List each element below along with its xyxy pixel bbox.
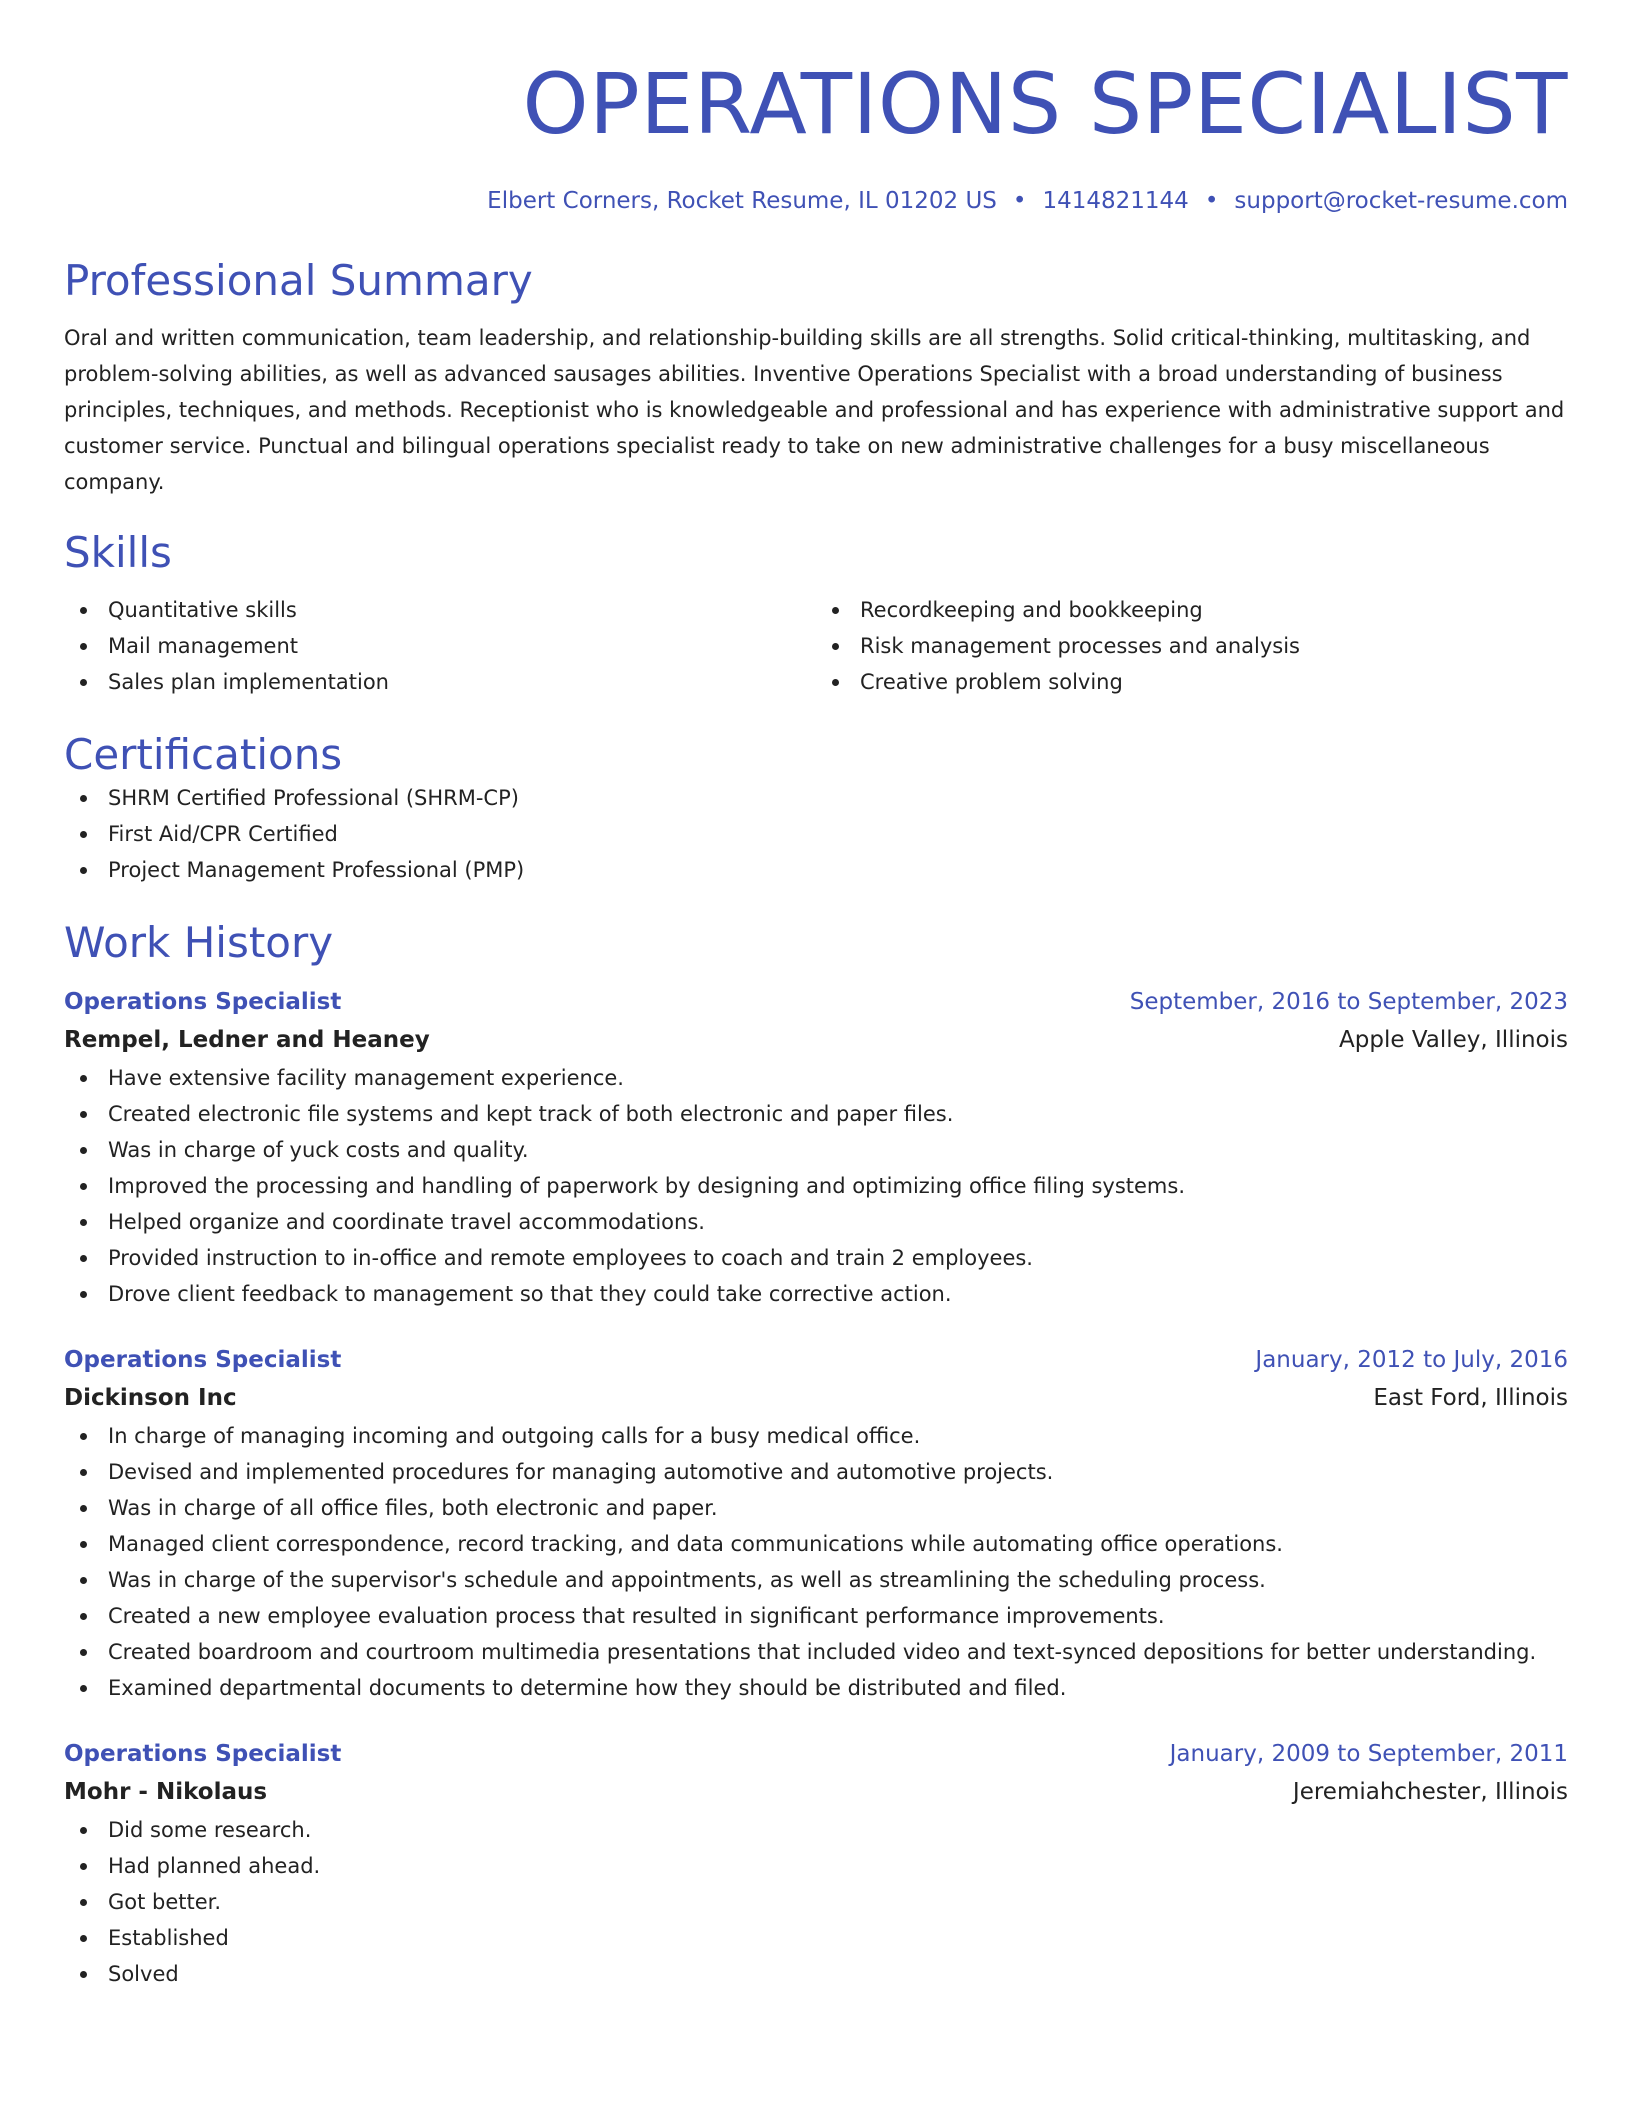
job-title: Operations Specialist bbox=[64, 1741, 342, 1767]
contact-separator: • bbox=[1204, 188, 1219, 214]
job-company: Dickinson Inc bbox=[64, 1385, 237, 1411]
skill-item: Creative problem solving bbox=[816, 664, 1568, 700]
job-bullet: Was in charge of all office files, both electronic and paper. bbox=[64, 1490, 1568, 1526]
job-bullet: Examined departmental documents to determine how they should be distributed and filed. bbox=[64, 1670, 1568, 1706]
certification-item: SHRM Certified Professional (SHRM-CP) bbox=[64, 780, 1568, 816]
contact-phone: 1414821144 bbox=[1042, 188, 1189, 214]
contact-address: Elbert Corners, Rocket Resume, IL 01202 US bbox=[487, 188, 997, 214]
job-location: Apple Valley, Illinois bbox=[1339, 1027, 1568, 1053]
job-bullet: Was in charge of the supervisor's schedule and appointments, as well as streamlining the scheduling process. bbox=[64, 1562, 1568, 1598]
certification-item: First Aid/CPR Certified bbox=[64, 816, 1568, 852]
job-bullet: Did some research. bbox=[64, 1812, 1568, 1848]
job-bullet: Created a new employee evaluation process that resulted in significant performance improvements. bbox=[64, 1598, 1568, 1634]
job-bullet: Improved the processing and handling of paperwork by designing and optimizing office filing systems. bbox=[64, 1168, 1568, 1204]
skill-item: Sales plan implementation bbox=[64, 664, 816, 700]
job-header-row bbox=[64, 1736, 1568, 1772]
job-bullet: Devised and implemented procedures for managing automotive and automotive projects. bbox=[64, 1454, 1568, 1490]
job-title: Operations Specialist bbox=[64, 1347, 342, 1373]
job-company-row bbox=[64, 1378, 1568, 1418]
job-bullet: Created boardroom and courtroom multimedia presentations that included video and text-synced depositions for better understanding. bbox=[64, 1634, 1568, 1670]
work-history-section bbox=[64, 918, 1568, 1992]
job-dates: January, 2009 to September, 2011 bbox=[1169, 1741, 1568, 1767]
job-company: Rempel, Ledner and Heaney bbox=[64, 1027, 430, 1053]
certifications-list bbox=[64, 780, 1568, 888]
contact-line bbox=[64, 186, 1568, 216]
job-bullet: Provided instruction to in-office and remote employees to coach and train 2 employees. bbox=[64, 1240, 1568, 1276]
job-bullet: Solved bbox=[64, 1956, 1568, 1992]
job-bullet: Got better. bbox=[64, 1884, 1568, 1920]
job-entry bbox=[64, 1736, 1568, 1992]
skill-item: Recordkeeping and bookkeeping bbox=[816, 592, 1568, 628]
job-dates: September, 2016 to September, 2023 bbox=[1129, 989, 1568, 1015]
job-company-row bbox=[64, 1772, 1568, 1812]
job-bullet: Have extensive facility management experience. bbox=[64, 1060, 1568, 1096]
skill-item: Mail management bbox=[64, 628, 816, 664]
job-header-row bbox=[64, 1342, 1568, 1378]
skills-section bbox=[64, 528, 1568, 700]
job-bullet: In charge of managing incoming and outgoing calls for a busy medical office. bbox=[64, 1418, 1568, 1454]
job-location: Jeremiahchester, Illinois bbox=[1292, 1779, 1568, 1805]
job-entry bbox=[64, 1342, 1568, 1706]
certifications-heading: Certifications bbox=[64, 730, 343, 779]
job-bullet: Helped organize and coordinate travel accommodations. bbox=[64, 1204, 1568, 1240]
skills-list-left bbox=[64, 592, 816, 700]
job-title: Operations Specialist bbox=[64, 989, 342, 1015]
candidate-title: OPERATIONS SPECIALIST bbox=[522, 55, 1568, 153]
job-bullet: Had planned ahead. bbox=[64, 1848, 1568, 1884]
summary-section bbox=[64, 256, 1568, 500]
job-bullets bbox=[64, 1060, 1568, 1312]
summary-text: Oral and written communication, team leadership, and relationship-building skills are all strengths. Solid critical-thinking, multitasking, and problem-solving abilities, as well as advanced sausages abilities. Inventive Operations Specialist with a broad understanding of business principles, techniques, and methods. Receptionist who is knowledgeable and professional and has experience with administrative support and customer service. Punctual and bilingual operations specialist ready to take on new administrative challenges for a busy miscellaneous company. bbox=[64, 326, 1565, 494]
job-dates: January, 2012 to July, 2016 bbox=[1255, 1347, 1568, 1373]
job-bullet: Established bbox=[64, 1920, 1568, 1956]
work-history-heading: Work History bbox=[64, 918, 334, 967]
contact-email: support@rocket-resume.com bbox=[1234, 188, 1568, 214]
skill-item: Risk management processes and analysis bbox=[816, 628, 1568, 664]
job-bullet: Created electronic file systems and kept track of both electronic and paper files. bbox=[64, 1096, 1568, 1132]
job-company: Mohr - Nikolaus bbox=[64, 1779, 268, 1805]
job-bullet: Managed client correspondence, record tracking, and data communications while automating office operations. bbox=[64, 1526, 1568, 1562]
job-location: East Ford, Illinois bbox=[1373, 1385, 1568, 1411]
job-company-row bbox=[64, 1020, 1568, 1060]
job-bullet: Drove client feedback to management so that they could take corrective action. bbox=[64, 1276, 1568, 1312]
summary-heading: Professional Summary bbox=[64, 256, 533, 305]
certification-item: Project Management Professional (PMP) bbox=[64, 852, 1568, 888]
contact-separator: • bbox=[1012, 188, 1027, 214]
skill-item: Quantitative skills bbox=[64, 592, 816, 628]
skills-heading: Skills bbox=[64, 528, 172, 577]
skills-list-right bbox=[816, 592, 1568, 700]
job-entry bbox=[64, 984, 1568, 1312]
resume-header bbox=[64, 56, 1568, 216]
job-bullets bbox=[64, 1812, 1568, 1992]
job-header-row bbox=[64, 984, 1568, 1020]
job-bullet: Was in charge of yuck costs and quality. bbox=[64, 1132, 1568, 1168]
certifications-section bbox=[64, 730, 1568, 888]
skills-grid bbox=[64, 592, 1568, 700]
job-bullets bbox=[64, 1418, 1568, 1706]
